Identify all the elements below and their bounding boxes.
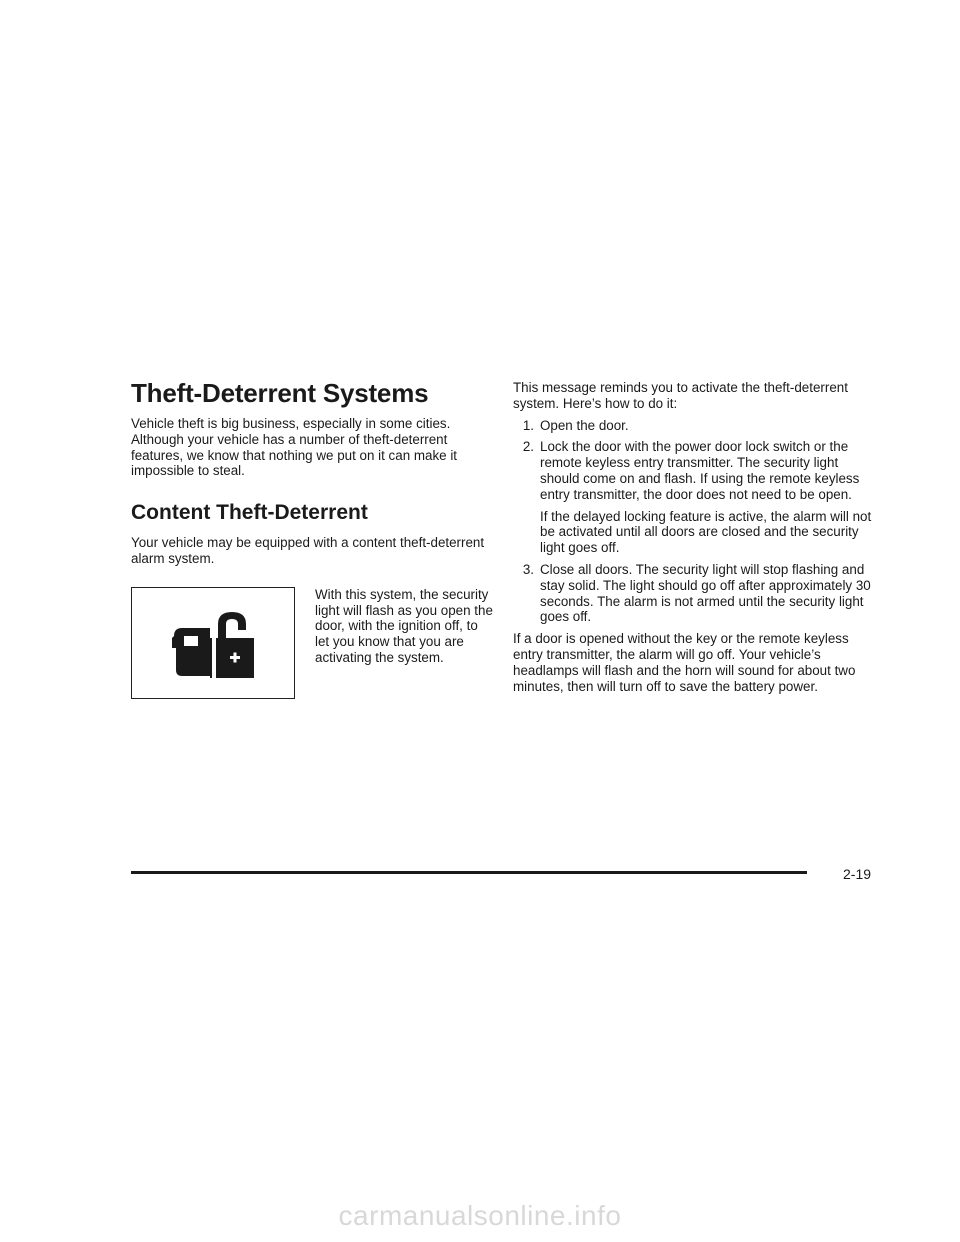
list-item: [513, 418, 878, 434]
step-note: If the delayed locking feature is active, the alarm will not be activated until all doors are closed and the security light goes off.: [540, 508, 872, 556]
figure-row: [131, 587, 491, 707]
step-text: Lock the door with the power door lock switch or the remote keyless entry transmitter. The security light should come on and flash. If using the remote keyless entry transmitter, the door does not need to be open.: [540, 439, 860, 502]
intro-paragraph: Vehicle theft is big business, especially in some cities. Although your vehicle has a number of theft-deterrent features, we know that nothing we put on it can make it impossible to steal.: [131, 416, 458, 479]
page-title: Theft-Deterrent Systems: [131, 378, 429, 408]
section-intro-paragraph: Your vehicle may be equipped with a content theft-deterrent alarm system.: [131, 535, 485, 566]
step-number: 1.: [522, 417, 534, 433]
page-number: 2-19: [843, 866, 872, 882]
step-text: Close all doors. The security light will stop flashing and stay solid. The light should go off after approximately 30 seconds. The alarm is not armed until the security light goes off.: [540, 561, 871, 625]
figure-caption-text: With this system, the security light will flash as you open the door, with the ignition off, to let you know that you are activating the system.: [315, 586, 493, 665]
list-item: [513, 439, 878, 502]
closing-paragraph: If a door is opened without the key or the remote keyless entry transmitter, the alarm will go off. Your vehicle’s headlamps will flash and the horn will sound for about two minutes, then will turn off to save the battery power.: [513, 631, 856, 694]
security-lock-icon: [170, 608, 258, 680]
steps-list: [513, 418, 878, 626]
watermark-text: carmanualsonline.info: [338, 1200, 622, 1231]
section-title: Content Theft-Deterrent: [131, 501, 368, 525]
left-column: [131, 378, 491, 707]
right-column: [513, 380, 878, 694]
security-figure: [131, 587, 295, 699]
footer-rule: [131, 871, 807, 874]
figure-caption: [315, 587, 493, 666]
list-item: [513, 562, 878, 625]
step-text: Open the door.: [540, 417, 629, 433]
right-intro-paragraph: This message reminds you to activate the theft-deterrent system. Here’s how to do it:: [513, 380, 848, 411]
step-number: 3.: [522, 561, 534, 577]
step-number: 2.: [522, 439, 534, 455]
